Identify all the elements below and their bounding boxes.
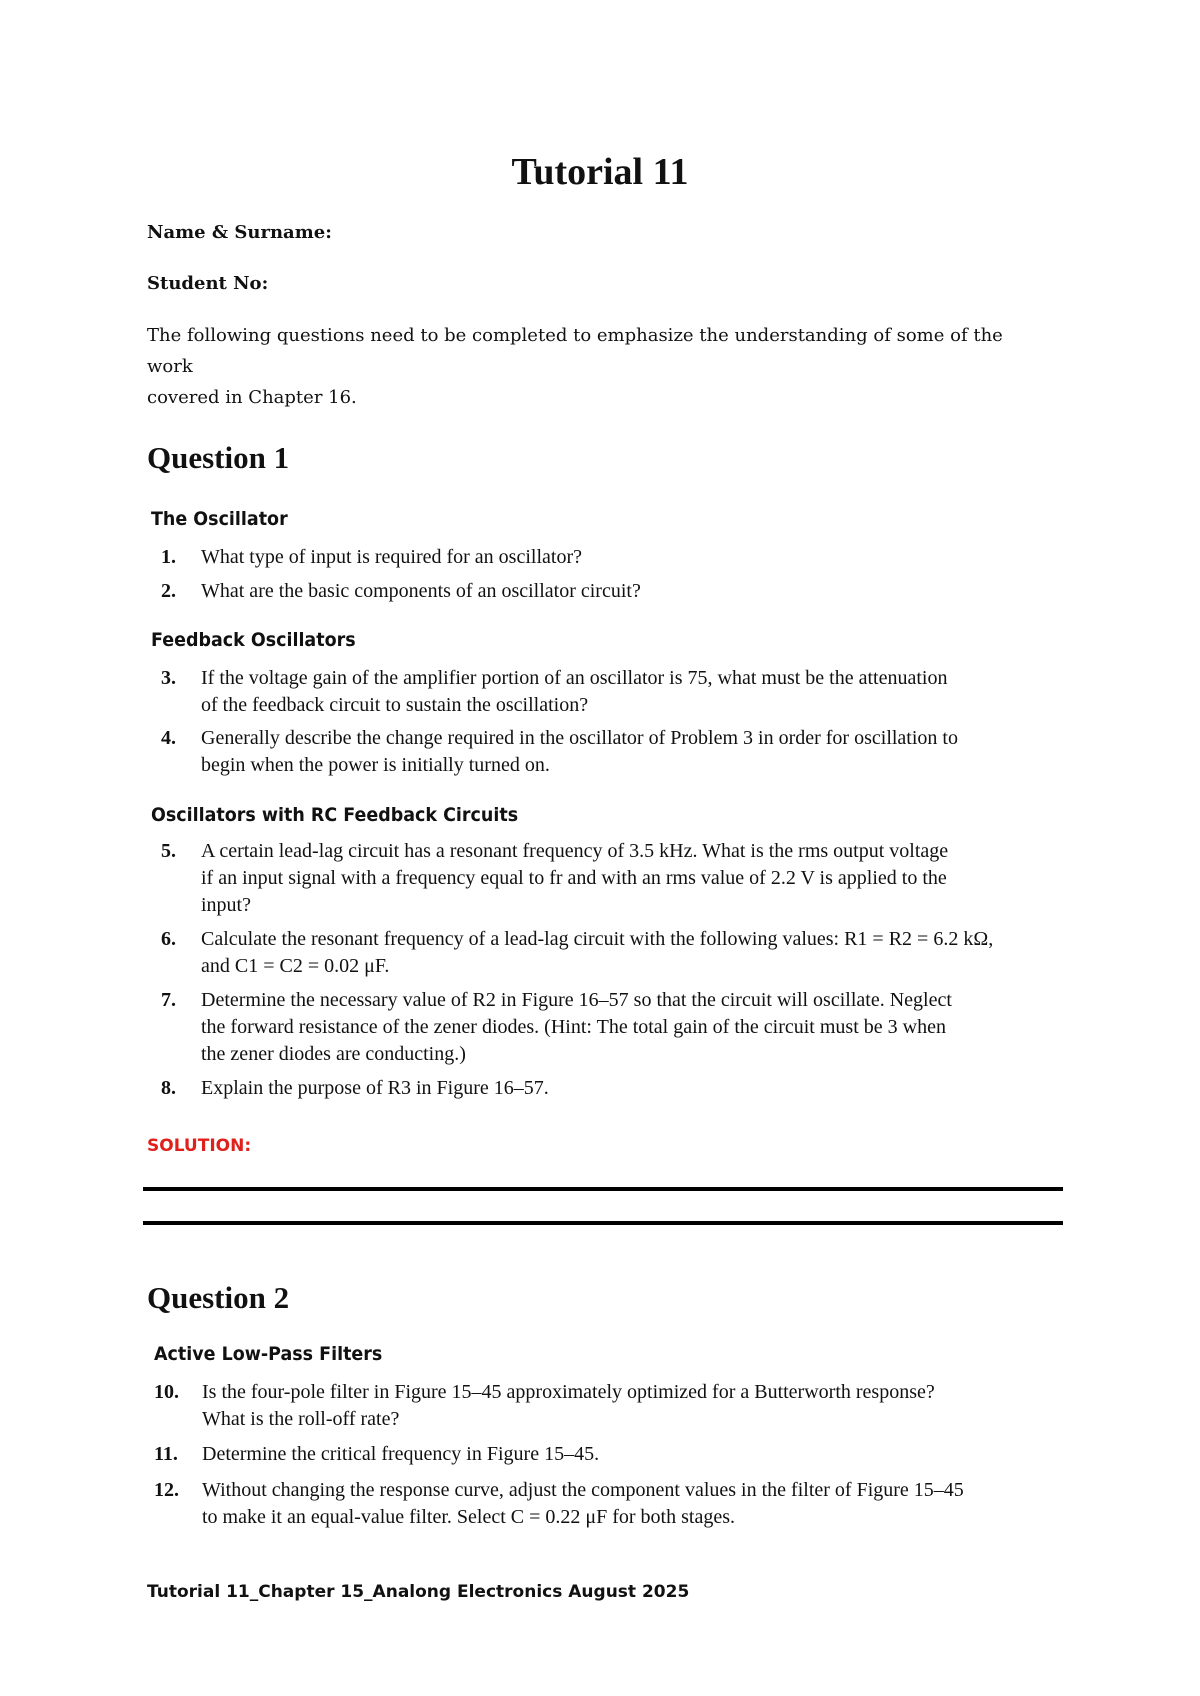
item-text: Explain the purpose of R3 in Figure 16–57.: [201, 1077, 549, 1099]
question-1-heading: Question 1: [147, 440, 290, 475]
item-number: 6.: [161, 928, 176, 950]
page-footer: Tutorial 11_Chapter 15_Analong Electronics August 2025: [147, 1582, 690, 1602]
item-number: 12.: [154, 1479, 179, 1501]
intro-line: The following questions need to be completed to emphasize the understanding of some of the work: [147, 325, 1003, 377]
item-number: 5.: [161, 840, 176, 862]
item-text: begin when the power is initially turned on.: [201, 754, 550, 776]
item-text: Generally describe the change required in the oscillator of Problem 3 in order for oscillation to: [201, 727, 958, 749]
item-number: 2.: [161, 580, 176, 602]
item-text: to make it an equal-value filter. Select C = 0.22 μF for both stages.: [202, 1506, 735, 1528]
intro-line: covered in Chapter 16.: [147, 387, 357, 408]
item-number: 3.: [161, 667, 176, 689]
item-number: 7.: [161, 989, 176, 1011]
item-text: What type of input is required for an oscillator?: [201, 546, 582, 568]
solution-label: SOLUTION:: [147, 1136, 252, 1156]
answer-line: [143, 1221, 1063, 1225]
item-text: Determine the necessary value of R2 in Figure 16–57 so that the circuit will oscillate. Neglect: [201, 989, 952, 1011]
item-text: the forward resistance of the zener diodes. (Hint: The total gain of the circuit must be 3 when: [201, 1016, 946, 1038]
item-text: Determine the critical frequency in Figure 15–45.: [202, 1443, 600, 1465]
item-text: A certain lead-lag circuit has a resonant frequency of 3.5 kHz. What is the rms output voltage: [201, 840, 949, 862]
item-text: What are the basic components of an oscillator circuit?: [201, 580, 641, 602]
section-heading: Feedback Oscillators: [151, 629, 356, 651]
item-number: 10.: [154, 1381, 179, 1403]
item-text: the zener diodes are conducting.): [201, 1043, 466, 1065]
item-text: Calculate the resonant frequency of a lead-lag circuit with the following values: R1 = R2 = 6.2 kΩ,: [201, 928, 994, 950]
page-title: Tutorial 11: [511, 151, 689, 193]
intro-paragraph: [147, 320, 1047, 413]
student-number-label: Student No:: [147, 273, 269, 294]
name-surname-label: Name & Surname:: [147, 222, 332, 243]
answer-line: [143, 1187, 1063, 1191]
item-text: and C1 = C2 = 0.02 μF.: [201, 955, 390, 977]
section-heading: Active Low-Pass Filters: [154, 1343, 383, 1365]
question-2-heading: Question 2: [147, 1280, 290, 1315]
item-text: Without changing the response curve, adjust the component values in the filter of Figure 15–45: [202, 1479, 964, 1501]
item-text: input?: [201, 894, 251, 916]
item-text: if an input signal with a frequency equal to fr and with an rms value of 2.2 V is applied to the: [201, 867, 947, 889]
item-text: Is the four-pole filter in Figure 15–45 approximately optimized for a Butterworth response?: [202, 1381, 935, 1403]
item-text: What is the roll-off rate?: [202, 1408, 400, 1430]
section-heading: Oscillators with RC Feedback Circuits: [151, 804, 519, 826]
section-heading: The Oscillator: [151, 508, 288, 530]
item-text: If the voltage gain of the amplifier portion of an oscillator is 75, what must be the attenuation: [201, 667, 948, 689]
item-number: 11.: [154, 1443, 178, 1465]
item-text: of the feedback circuit to sustain the oscillation?: [201, 694, 589, 716]
item-number: 1.: [161, 546, 176, 568]
item-number: 8.: [161, 1077, 176, 1099]
item-number: 4.: [161, 727, 176, 749]
